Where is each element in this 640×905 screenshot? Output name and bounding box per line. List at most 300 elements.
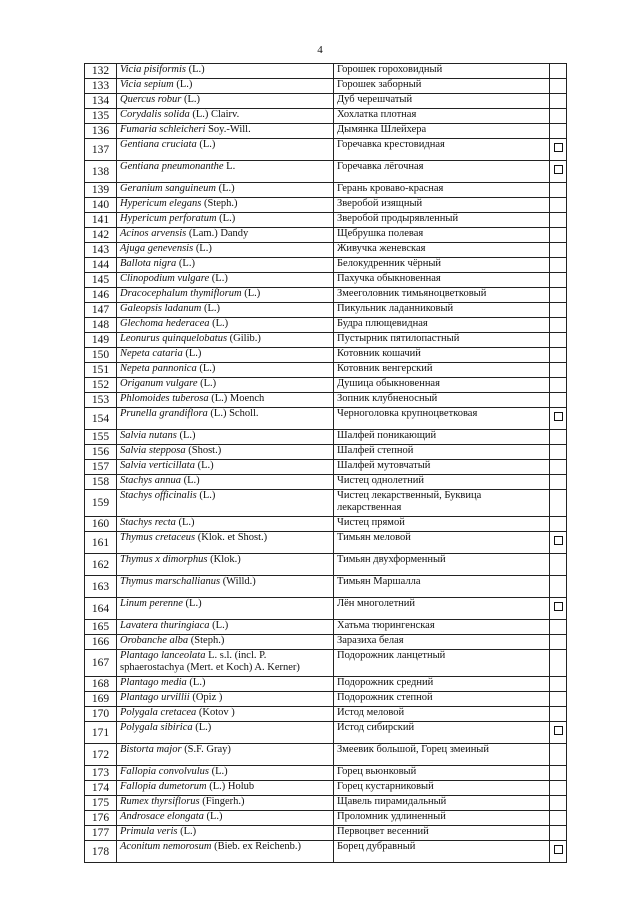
latin-name-cell — [117, 692, 334, 707]
latin-name — [120, 288, 260, 299]
row-number: 140 — [85, 198, 117, 213]
table-row — [85, 635, 567, 650]
row-number: 170 — [85, 707, 117, 722]
latin-name-cell — [117, 109, 334, 124]
row-number: 145 — [85, 273, 117, 288]
latin-genus-species: Hypericum perforatum — [120, 213, 217, 224]
latin-name-cell — [117, 766, 334, 781]
russian-name: Первоцвет весенний — [334, 826, 550, 841]
table-row — [85, 228, 567, 243]
latin-name — [120, 109, 239, 120]
latin-name — [120, 183, 235, 194]
russian-name: Горошек заборный — [334, 79, 550, 94]
table-row — [85, 490, 567, 517]
latin-genus-species: Glechoma hederacea — [120, 318, 210, 329]
latin-genus-species: Acinos arvensis — [120, 228, 187, 239]
table-row — [85, 796, 567, 811]
latin-name — [120, 393, 264, 404]
latin-name-cell — [117, 378, 334, 393]
latin-name-cell — [117, 460, 334, 475]
mark-cell — [550, 139, 567, 161]
latin-genus-species: Stachys annua — [120, 475, 181, 486]
table-row — [85, 692, 567, 707]
latin-author: (L.) — [176, 258, 195, 269]
table-row — [85, 243, 567, 258]
latin-author: (L.) — [194, 460, 214, 471]
table-row — [85, 408, 567, 430]
table-row — [85, 94, 567, 109]
latin-genus-species: Lavatera thuringiaca — [120, 620, 210, 631]
latin-name — [120, 213, 235, 224]
row-number: 142 — [85, 228, 117, 243]
mark-cell — [550, 576, 567, 598]
mark-cell — [550, 408, 567, 430]
latin-name — [120, 139, 215, 150]
row-number: 159 — [85, 490, 117, 517]
latin-name-cell — [117, 348, 334, 363]
mark-cell — [550, 620, 567, 635]
mark-cell — [550, 781, 567, 796]
latin-author: (L.) Holub — [206, 781, 255, 792]
latin-author: (L.) — [241, 288, 261, 299]
latin-author: (L.) — [201, 303, 221, 314]
latin-author: (L.) — [197, 378, 217, 389]
row-number: 143 — [85, 243, 117, 258]
checkbox-icon[interactable] — [554, 412, 563, 421]
latin-name — [120, 576, 256, 587]
latin-genus-species: Primula veris — [120, 826, 178, 837]
mark-cell — [550, 94, 567, 109]
row-number: 172 — [85, 744, 117, 766]
row-number: 152 — [85, 378, 117, 393]
checkbox-icon[interactable] — [554, 536, 563, 545]
latin-name — [120, 64, 205, 75]
latin-author: L. — [223, 161, 236, 172]
russian-name: Щебрушка полевая — [334, 228, 550, 243]
row-number: 138 — [85, 161, 117, 183]
row-number: 166 — [85, 635, 117, 650]
latin-genus-species: Thymus marschallianus — [120, 576, 221, 587]
latin-name-cell — [117, 64, 334, 79]
row-number: 174 — [85, 781, 117, 796]
latin-genus-species: Vicia sepium — [120, 79, 174, 90]
latin-author: (L.) — [208, 766, 228, 777]
row-number: 135 — [85, 109, 117, 124]
latin-name — [120, 303, 220, 314]
table-row — [85, 318, 567, 333]
latin-author: (L.) — [209, 318, 229, 329]
latin-name-cell — [117, 79, 334, 94]
latin-author: (L.) — [181, 94, 201, 105]
russian-name: Борец дубравный — [334, 841, 550, 863]
latin-author: (L.) — [196, 363, 216, 374]
row-number: 160 — [85, 517, 117, 532]
latin-name — [120, 796, 245, 807]
latin-name — [120, 430, 196, 441]
latin-name — [120, 475, 200, 486]
russian-name: Змеевик большой, Горец змеиный — [334, 744, 550, 766]
mark-cell — [550, 333, 567, 348]
row-number: 134 — [85, 94, 117, 109]
mark-cell — [550, 273, 567, 288]
mark-cell — [550, 841, 567, 863]
russian-name: Черноголовка крупноцветковая — [334, 408, 550, 430]
checkbox-icon[interactable] — [554, 143, 563, 152]
latin-author: (Gilib.) — [227, 333, 261, 344]
latin-name — [120, 781, 254, 792]
mark-cell — [550, 650, 567, 677]
latin-genus-species: Phlomoides tuberosa — [120, 393, 209, 404]
mark-cell — [550, 124, 567, 139]
latin-author: (L.) — [192, 722, 212, 733]
russian-name: Заразиха белая — [334, 635, 550, 650]
mark-cell — [550, 430, 567, 445]
table-row — [85, 517, 567, 532]
mark-cell — [550, 635, 567, 650]
russian-name: Истод сибирский — [334, 722, 550, 744]
latin-author: (L.) — [193, 243, 212, 254]
latin-genus-species: Thymus x dimorphus — [120, 554, 208, 565]
mark-cell — [550, 79, 567, 94]
latin-name-cell — [117, 490, 334, 517]
row-number: 146 — [85, 288, 117, 303]
latin-name — [120, 707, 235, 718]
mark-cell — [550, 64, 567, 79]
table-row — [85, 460, 567, 475]
mark-cell — [550, 598, 567, 620]
latin-author: (L.) — [176, 430, 196, 441]
latin-author: (L.) — [182, 348, 202, 359]
table-row — [85, 64, 567, 79]
latin-name — [120, 445, 221, 456]
latin-name — [120, 598, 202, 609]
latin-author: (L.) — [175, 517, 195, 528]
mark-cell — [550, 378, 567, 393]
mark-cell — [550, 490, 567, 517]
latin-name-cell — [117, 532, 334, 554]
latin-name-cell — [117, 318, 334, 333]
mark-cell — [550, 744, 567, 766]
latin-author: (L.) — [203, 811, 223, 822]
russian-name: Горец вьюнковый — [334, 766, 550, 781]
latin-author: Soy.-Will. — [205, 124, 251, 135]
latin-name — [120, 198, 238, 209]
latin-genus-species: Dracocephalum thymiflorum — [120, 288, 242, 299]
latin-genus-species: Salvia verticillata — [120, 460, 195, 471]
row-number: 137 — [85, 139, 117, 161]
russian-name: Будра плющевидная — [334, 318, 550, 333]
mark-cell — [550, 722, 567, 744]
latin-name-cell — [117, 576, 334, 598]
latin-name-cell — [117, 722, 334, 744]
latin-name-cell — [117, 303, 334, 318]
mark-cell — [550, 303, 567, 318]
table-row — [85, 445, 567, 460]
row-number: 167 — [85, 650, 117, 677]
latin-name — [120, 408, 259, 419]
table-row — [85, 532, 567, 554]
mark-cell — [550, 707, 567, 722]
latin-name-cell — [117, 258, 334, 273]
mark-cell — [550, 532, 567, 554]
mark-cell — [550, 811, 567, 826]
russian-name: Хатьма тюрингенская — [334, 620, 550, 635]
row-number: 155 — [85, 430, 117, 445]
latin-genus-species: Nepeta pannonica — [120, 363, 197, 374]
mark-cell — [550, 517, 567, 532]
latin-name — [120, 94, 200, 105]
russian-name: Тимьян двухформенный — [334, 554, 550, 576]
mark-cell — [550, 318, 567, 333]
latin-author: (L.) — [209, 273, 228, 284]
row-number: 156 — [85, 445, 117, 460]
table-row — [85, 213, 567, 228]
russian-name: Проломник удлиненный — [334, 811, 550, 826]
latin-genus-species: Corydalis solida — [120, 109, 190, 120]
latin-name-cell — [117, 841, 334, 863]
mark-cell — [550, 393, 567, 408]
latin-author: (Shost.) — [185, 445, 222, 456]
mark-cell — [550, 460, 567, 475]
checkbox-icon[interactable] — [554, 602, 563, 611]
table-row — [85, 393, 567, 408]
row-number: 171 — [85, 722, 117, 744]
latin-genus-species: Vicia pisiformis — [120, 64, 187, 75]
table-row — [85, 576, 567, 598]
russian-name: Тимьян Маршалла — [334, 576, 550, 598]
latin-name-cell — [117, 445, 334, 460]
latin-name — [120, 766, 228, 777]
table-row — [85, 744, 567, 766]
russian-name: Чистец прямой — [334, 517, 550, 532]
latin-author: (Bieb. ex Reichenb.) — [211, 841, 301, 852]
table-row — [85, 378, 567, 393]
latin-name — [120, 722, 211, 733]
latin-author: (Klok. et Shost.) — [195, 532, 268, 543]
latin-name-cell — [117, 161, 334, 183]
mark-cell — [550, 161, 567, 183]
mark-cell — [550, 109, 567, 124]
latin-author: (L.) Moench — [208, 393, 265, 404]
latin-author: (Opiz ) — [189, 692, 223, 703]
russian-name: Герань кроваво-красная — [334, 183, 550, 198]
checkbox-icon[interactable] — [554, 165, 563, 174]
row-number: 177 — [85, 826, 117, 841]
latin-genus-species: Thymus cretaceus — [120, 532, 196, 543]
latin-genus-species: Plantago media — [120, 677, 187, 688]
mark-cell — [550, 348, 567, 363]
latin-name-cell — [117, 124, 334, 139]
row-number: 151 — [85, 363, 117, 378]
table-row — [85, 348, 567, 363]
latin-genus-species: Fallopia convolvulus — [120, 766, 209, 777]
latin-name — [120, 635, 224, 646]
mark-cell — [550, 445, 567, 460]
latin-name-cell — [117, 430, 334, 445]
table-row — [85, 79, 567, 94]
table-row — [85, 707, 567, 722]
page-number: 4 — [317, 44, 323, 56]
latin-name-cell — [117, 796, 334, 811]
latin-author: (L.) — [186, 677, 206, 688]
latin-name — [120, 258, 195, 269]
mark-cell — [550, 258, 567, 273]
table-row — [85, 333, 567, 348]
latin-author: (Klok.) — [207, 554, 241, 565]
mark-cell — [550, 692, 567, 707]
latin-name-cell — [117, 198, 334, 213]
latin-name-cell — [117, 363, 334, 378]
latin-author: (L.) Scholl. — [207, 408, 259, 419]
row-number: 169 — [85, 692, 117, 707]
latin-name — [120, 228, 248, 239]
mark-cell — [550, 554, 567, 576]
latin-name-cell — [117, 213, 334, 228]
mark-cell — [550, 228, 567, 243]
russian-name: Щавель пирамидальный — [334, 796, 550, 811]
latin-author: L. s.l. (incl. P. sphaerostachya (Mert. et Koch) A. Kerner) — [120, 650, 300, 673]
latin-name-cell — [117, 620, 334, 635]
mark-cell — [550, 796, 567, 811]
row-number: 168 — [85, 677, 117, 692]
latin-author: (Kotov ) — [196, 707, 235, 718]
latin-genus-species: Clinopodium vulgare — [120, 273, 210, 284]
latin-genus-species: Aconitum nemorosum — [120, 841, 212, 852]
latin-name-cell — [117, 554, 334, 576]
latin-name-cell — [117, 781, 334, 796]
latin-name-cell — [117, 677, 334, 692]
latin-genus-species: Stachys recta — [120, 517, 176, 528]
mark-cell — [550, 198, 567, 213]
latin-name-cell — [117, 288, 334, 303]
row-number: 136 — [85, 124, 117, 139]
latin-name — [120, 333, 261, 344]
russian-name: Пустырник пятилопастный — [334, 333, 550, 348]
latin-name — [120, 79, 192, 90]
russian-name: Чистец лекарственный, Буквица лекарственная — [334, 490, 550, 517]
row-number: 132 — [85, 64, 117, 79]
latin-author: (L.) — [182, 598, 202, 609]
latin-author: (L.) — [173, 79, 193, 90]
russian-name: Душица обыкновенная — [334, 378, 550, 393]
latin-name-cell — [117, 139, 334, 161]
mark-cell — [550, 363, 567, 378]
latin-genus-species: Galeopsis ladanum — [120, 303, 202, 314]
latin-name — [120, 460, 214, 471]
latin-name-cell — [117, 475, 334, 490]
latin-name-cell — [117, 393, 334, 408]
row-number: 141 — [85, 213, 117, 228]
latin-genus-species: Rumex thyrsiflorus — [120, 796, 200, 807]
latin-name — [120, 841, 301, 852]
row-number: 149 — [85, 333, 117, 348]
table-row — [85, 475, 567, 490]
latin-author: (L.) — [215, 183, 235, 194]
latin-author: (Willd.) — [220, 576, 256, 587]
table-row — [85, 183, 567, 198]
table-row — [85, 766, 567, 781]
row-number: 173 — [85, 766, 117, 781]
table-row — [85, 650, 567, 677]
russian-name: Дымянка Шлейхера — [334, 124, 550, 139]
russian-name: Подорожник ланцетный — [334, 650, 550, 677]
russian-name: Живучка женевская — [334, 243, 550, 258]
russian-name: Зопник клубненосный — [334, 393, 550, 408]
row-number: 175 — [85, 796, 117, 811]
latin-name — [120, 692, 222, 703]
mark-cell — [550, 243, 567, 258]
latin-name-cell — [117, 333, 334, 348]
latin-name-cell — [117, 517, 334, 532]
row-number: 147 — [85, 303, 117, 318]
latin-genus-species: Quercus robur — [120, 94, 182, 105]
table-row — [85, 109, 567, 124]
russian-name: Горечавка крестовидная — [334, 139, 550, 161]
latin-author: (L.) — [177, 826, 197, 837]
russian-name: Горечавка лёгочная — [334, 161, 550, 183]
checkbox-icon[interactable] — [554, 845, 563, 854]
latin-genus-species: Orobanche alba — [120, 635, 189, 646]
latin-genus-species: Plantago lanceolata — [120, 650, 206, 661]
table-row — [85, 363, 567, 378]
latin-genus-species: Fallopia dumetorum — [120, 781, 207, 792]
russian-name: Чистец однолетний — [334, 475, 550, 490]
russian-name: Тимьян меловой — [334, 532, 550, 554]
latin-genus-species: Ballota nigra — [120, 258, 177, 269]
russian-name: Шалфей мутовчатый — [334, 460, 550, 475]
latin-author: (Steph.) — [201, 198, 238, 209]
checkbox-icon[interactable] — [554, 726, 563, 735]
latin-genus-species: Origanum vulgare — [120, 378, 198, 389]
latin-author: (L.) — [216, 213, 236, 224]
table-row — [85, 139, 567, 161]
row-number: 154 — [85, 408, 117, 430]
latin-genus-species: Polygala cretacea — [120, 707, 197, 718]
table-row — [85, 554, 567, 576]
table-row — [85, 258, 567, 273]
latin-author: (S.F. Gray) — [181, 744, 231, 755]
russian-name: Котовник венгерский — [334, 363, 550, 378]
latin-name-cell — [117, 228, 334, 243]
table-row — [85, 811, 567, 826]
russian-name: Подорожник степной — [334, 692, 550, 707]
mark-cell — [550, 826, 567, 841]
table-row — [85, 598, 567, 620]
latin-name-cell — [117, 650, 334, 677]
latin-name — [120, 811, 223, 822]
latin-name — [120, 650, 300, 673]
table-row — [85, 677, 567, 692]
latin-author: (L.) Clairv. — [189, 109, 240, 120]
table-row — [85, 620, 567, 635]
row-number: 148 — [85, 318, 117, 333]
latin-genus-species: Plantago urvillii — [120, 692, 190, 703]
table-row — [85, 430, 567, 445]
latin-genus-species: Ajuga genevensis — [120, 243, 194, 254]
table-row — [85, 826, 567, 841]
latin-author: (L.) — [180, 475, 200, 486]
latin-genus-species: Geranium sanguineum — [120, 183, 216, 194]
latin-genus-species: Nepeta cataria — [120, 348, 183, 359]
russian-name: Котовник кошачий — [334, 348, 550, 363]
mark-cell — [550, 766, 567, 781]
row-number: 158 — [85, 475, 117, 490]
mark-cell — [550, 677, 567, 692]
latin-name — [120, 490, 215, 501]
latin-author: (L.) — [196, 490, 216, 501]
row-number: 133 — [85, 79, 117, 94]
row-number: 153 — [85, 393, 117, 408]
